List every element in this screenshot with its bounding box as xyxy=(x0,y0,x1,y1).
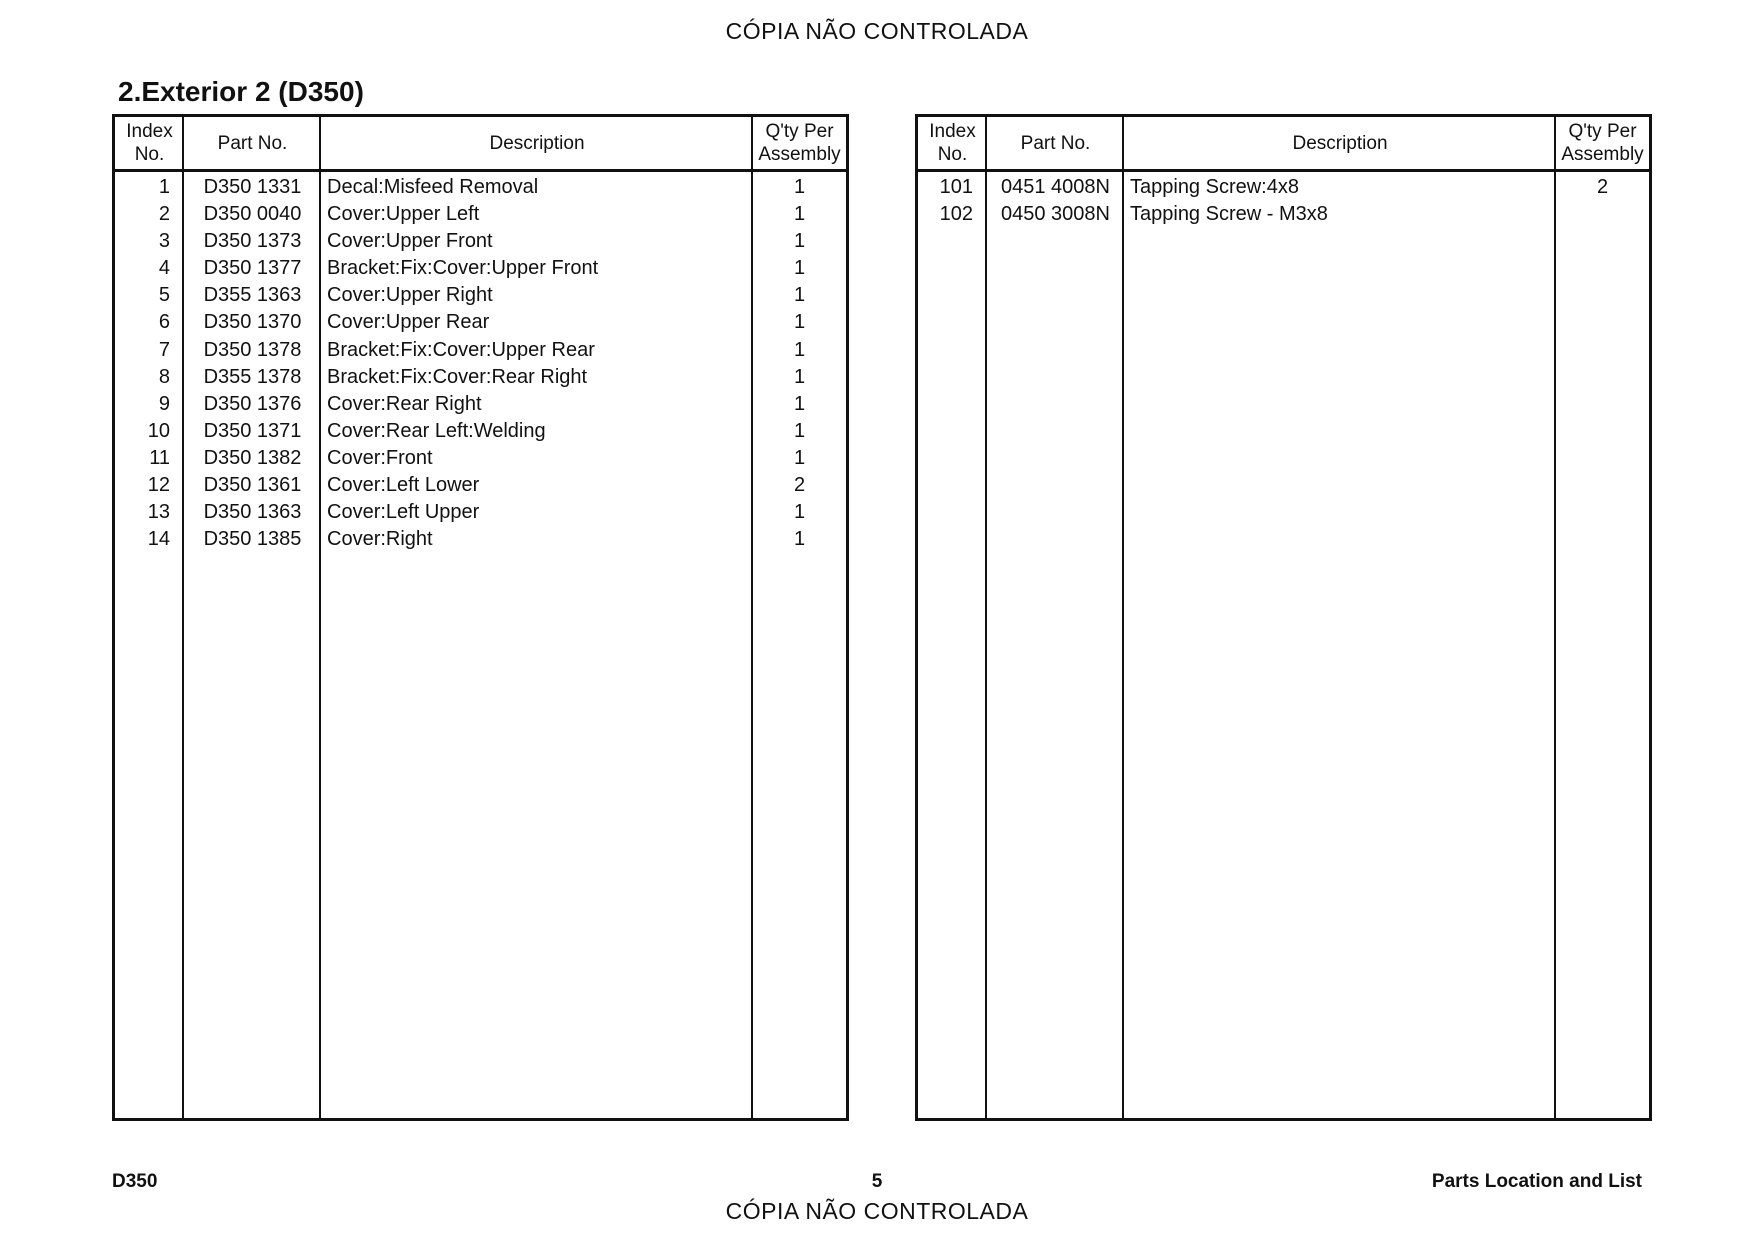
row-part-no: D350 1377 xyxy=(203,257,302,280)
table-row xyxy=(115,201,846,228)
rows-left xyxy=(115,174,846,553)
row-description: Cover:Left Lower xyxy=(327,474,480,497)
row-part-no: D355 1378 xyxy=(203,365,302,388)
table-row xyxy=(115,228,846,255)
row-index: 4 xyxy=(158,257,170,280)
footer-section-name: Parts Location and List xyxy=(1431,1171,1642,1192)
table-row xyxy=(115,174,846,201)
row-qty: 1 xyxy=(793,528,806,551)
row-qty: 1 xyxy=(793,419,806,442)
row-description: Cover:Right xyxy=(327,528,433,551)
row-part-no: D350 1361 xyxy=(203,474,302,497)
row-index: 1 xyxy=(158,176,170,198)
row-description: Bracket:Fix:Cover:Upper Rear xyxy=(327,338,595,361)
row-index: 5 xyxy=(158,284,170,307)
header-divider xyxy=(115,169,846,172)
header-divider xyxy=(918,169,1649,172)
table-row xyxy=(918,201,1649,228)
watermark-bottom: CÓPIA NÃO CONTROLADA xyxy=(725,1198,1029,1224)
row-description: Decal:Misfeed Removal xyxy=(327,176,539,198)
row-part-no: D350 1363 xyxy=(203,501,302,524)
footer-page-number: 5 xyxy=(871,1171,883,1192)
row-qty: 1 xyxy=(793,230,806,253)
table-row xyxy=(115,526,846,553)
row-part-no: D350 1385 xyxy=(203,528,302,551)
header-index-line1: Index xyxy=(929,121,976,142)
table-row xyxy=(115,472,846,499)
table-row xyxy=(115,499,846,526)
row-index: 8 xyxy=(158,365,170,388)
header-index xyxy=(115,117,184,169)
header-description: Description xyxy=(489,132,585,154)
header-qty xyxy=(1556,117,1649,169)
row-index: 3 xyxy=(158,230,170,253)
row-description: Tapping Screw - M3x8 xyxy=(1130,203,1328,226)
row-qty: 1 xyxy=(793,392,806,415)
column-part-no xyxy=(987,117,1124,1118)
table-row xyxy=(115,309,846,336)
row-index: 9 xyxy=(158,392,170,415)
table-row xyxy=(115,364,846,391)
table-row xyxy=(115,255,846,282)
header-qty-line2: Assembly xyxy=(1561,144,1644,165)
row-index: 13 xyxy=(147,501,170,524)
header-part-no: Part No. xyxy=(1020,132,1091,154)
parts-table-right xyxy=(915,114,1652,1121)
row-part-no: D355 1363 xyxy=(203,284,302,307)
row-qty: 1 xyxy=(793,338,806,361)
header-qty-line1: Q'ty Per xyxy=(765,121,834,142)
row-qty: 1 xyxy=(793,446,806,469)
row-description: Cover:Rear Right xyxy=(327,392,482,415)
row-qty: 1 xyxy=(793,311,806,334)
row-part-no: D350 1371 xyxy=(203,419,302,442)
row-index: 7 xyxy=(158,338,170,361)
row-description: Cover:Upper Left xyxy=(327,203,480,226)
row-index: 10 xyxy=(147,419,170,442)
section-title: 2.Exterior 2 (D350) xyxy=(118,76,364,107)
header-qty-line1: Q'ty Per xyxy=(1568,121,1637,142)
row-index: 6 xyxy=(158,311,170,334)
column-index xyxy=(918,117,987,1118)
header-index-line2: No. xyxy=(937,144,968,165)
row-part-no: D350 1370 xyxy=(203,311,302,334)
row-index: 101 xyxy=(939,176,973,198)
row-qty: 1 xyxy=(793,501,806,524)
row-index: 2 xyxy=(158,203,170,226)
header-index xyxy=(918,117,987,169)
row-qty: 1 xyxy=(793,284,806,307)
row-description: Bracket:Fix:Cover:Upper Front xyxy=(327,257,599,280)
row-part-no: 0450 3008N xyxy=(1001,203,1110,226)
row-part-no: D350 1376 xyxy=(203,392,302,415)
row-description: Cover:Upper Front xyxy=(327,230,493,253)
row-description: Cover:Left Upper xyxy=(327,501,480,524)
row-description: Cover:Rear Left:Welding xyxy=(327,419,546,442)
table-row xyxy=(115,282,846,309)
header-qty xyxy=(753,117,846,169)
table-row xyxy=(115,445,846,472)
header-qty-line2: Assembly xyxy=(758,144,841,165)
rows-right xyxy=(918,174,1649,228)
row-index: 11 xyxy=(149,446,170,469)
row-qty: 1 xyxy=(793,176,806,198)
table-row xyxy=(115,418,846,445)
header-part-no: Part No. xyxy=(217,132,288,154)
row-description: Tapping Screw:4x8 xyxy=(1130,176,1299,198)
row-description: Bracket:Fix:Cover:Rear Right xyxy=(327,365,588,388)
column-description xyxy=(1124,117,1556,1118)
row-qty: 2 xyxy=(793,474,806,497)
row-part-no: D350 1378 xyxy=(203,338,302,361)
row-description: Cover:Upper Rear xyxy=(327,311,490,334)
row-qty: 1 xyxy=(793,365,806,388)
row-part-no: D350 1331 xyxy=(203,176,302,198)
row-index: 102 xyxy=(939,203,973,226)
column-qty xyxy=(1556,117,1649,1118)
table-row xyxy=(115,337,846,364)
header-description: Description xyxy=(1292,132,1388,154)
parts-table-left xyxy=(112,114,849,1121)
row-qty: 1 xyxy=(793,257,806,280)
watermark-top: CÓPIA NÃO CONTROLADA xyxy=(725,18,1029,44)
footer-model: D350 xyxy=(112,1171,158,1192)
header-index-line2: No. xyxy=(134,144,165,165)
header-index-line1: Index xyxy=(126,121,173,142)
table-row xyxy=(115,391,846,418)
row-part-no: D350 1382 xyxy=(203,446,302,469)
row-index: 12 xyxy=(147,474,170,497)
table-row xyxy=(918,174,1649,201)
row-part-no: D350 0040 xyxy=(203,203,302,226)
row-part-no: 0451 4008N xyxy=(1001,176,1110,198)
row-description: Cover:Front xyxy=(327,446,433,469)
row-part-no: D350 1373 xyxy=(203,230,302,253)
row-index: 14 xyxy=(147,528,170,551)
row-description: Cover:Upper Right xyxy=(327,284,493,307)
row-qty xyxy=(1556,201,1649,228)
row-qty: 2 xyxy=(1596,176,1609,198)
row-qty: 1 xyxy=(793,203,806,226)
